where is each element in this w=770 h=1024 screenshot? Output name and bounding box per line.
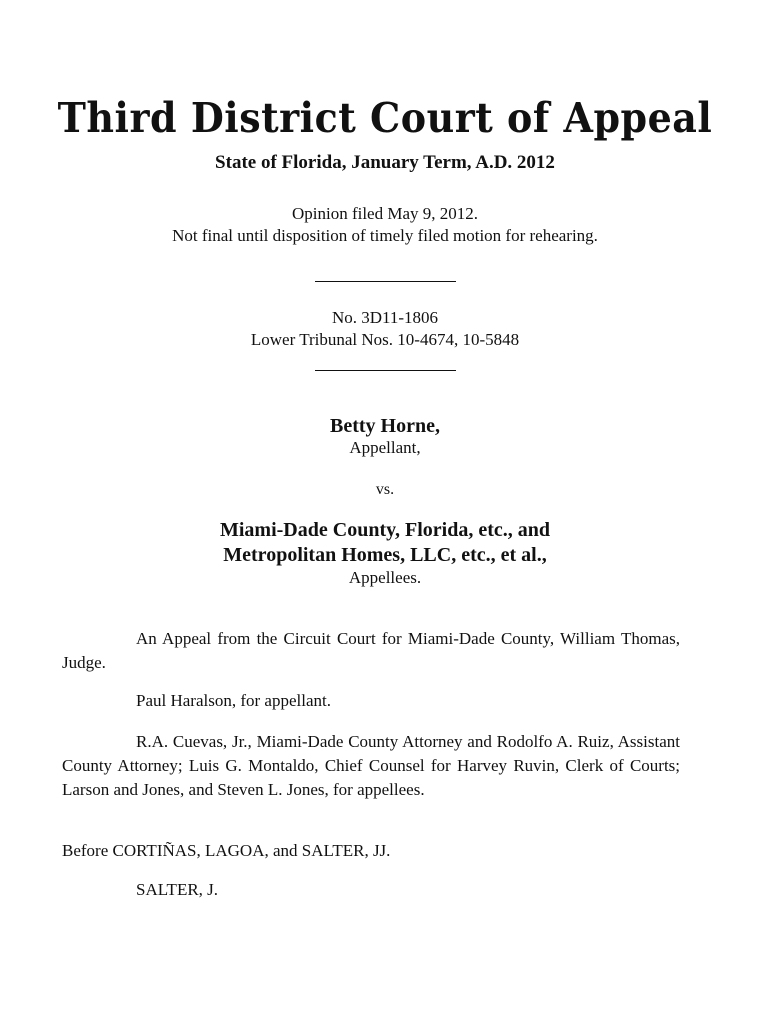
opinion-filed-date: Opinion filed May 9, 2012. <box>291 204 479 223</box>
appellee-name-line-1: Miami-Dade County, Florida, etc., and <box>220 519 550 541</box>
opinion-author: SALTER, J. <box>136 880 219 899</box>
appellee-name-line-2: Metropolitan Homes, LLC, etc., et al., <box>223 544 547 566</box>
rehearing-notice: Not final until disposition of timely filed motion for rehearing. <box>172 226 598 245</box>
versus-label: vs. <box>375 481 395 498</box>
appellant-counsel-paragraph: Paul Haralson, for appellant. <box>136 691 331 710</box>
appeal-origin-paragraph: An Appeal from the Circuit Court for Miami-Dade County, William Thomas, Judge. <box>62 629 680 672</box>
case-number: No. 3D11-1806 <box>331 308 439 327</box>
appellee-counsel-paragraph: R.A. Cuevas, Jr., Miami-Dade County Attorney and Rodolfo A. Ruiz, Assistant County Attorney; Luis G. Montaldo, Chief Counsel for Harvey Ruvin, Clerk of Courts; Larson and Jones, and Steven L. Jones, for appellees. <box>62 732 680 799</box>
divider-top <box>315 281 456 282</box>
court-title: Third District Court of Appeal <box>57 93 713 142</box>
court-term: State of Florida, January Term, A.D. 2012 <box>215 152 555 173</box>
appellee-role: Appellees. <box>348 568 422 587</box>
appellant-role: Appellant, <box>349 438 421 457</box>
panel-judges: Before CORTIÑAS, LAGOA, and SALTER, JJ. <box>62 841 391 860</box>
divider-bottom <box>315 370 456 371</box>
appellant-name: Betty Horne, <box>330 415 440 437</box>
lower-tribunal-numbers: Lower Tribunal Nos. 10-4674, 10-5848 <box>250 330 520 349</box>
